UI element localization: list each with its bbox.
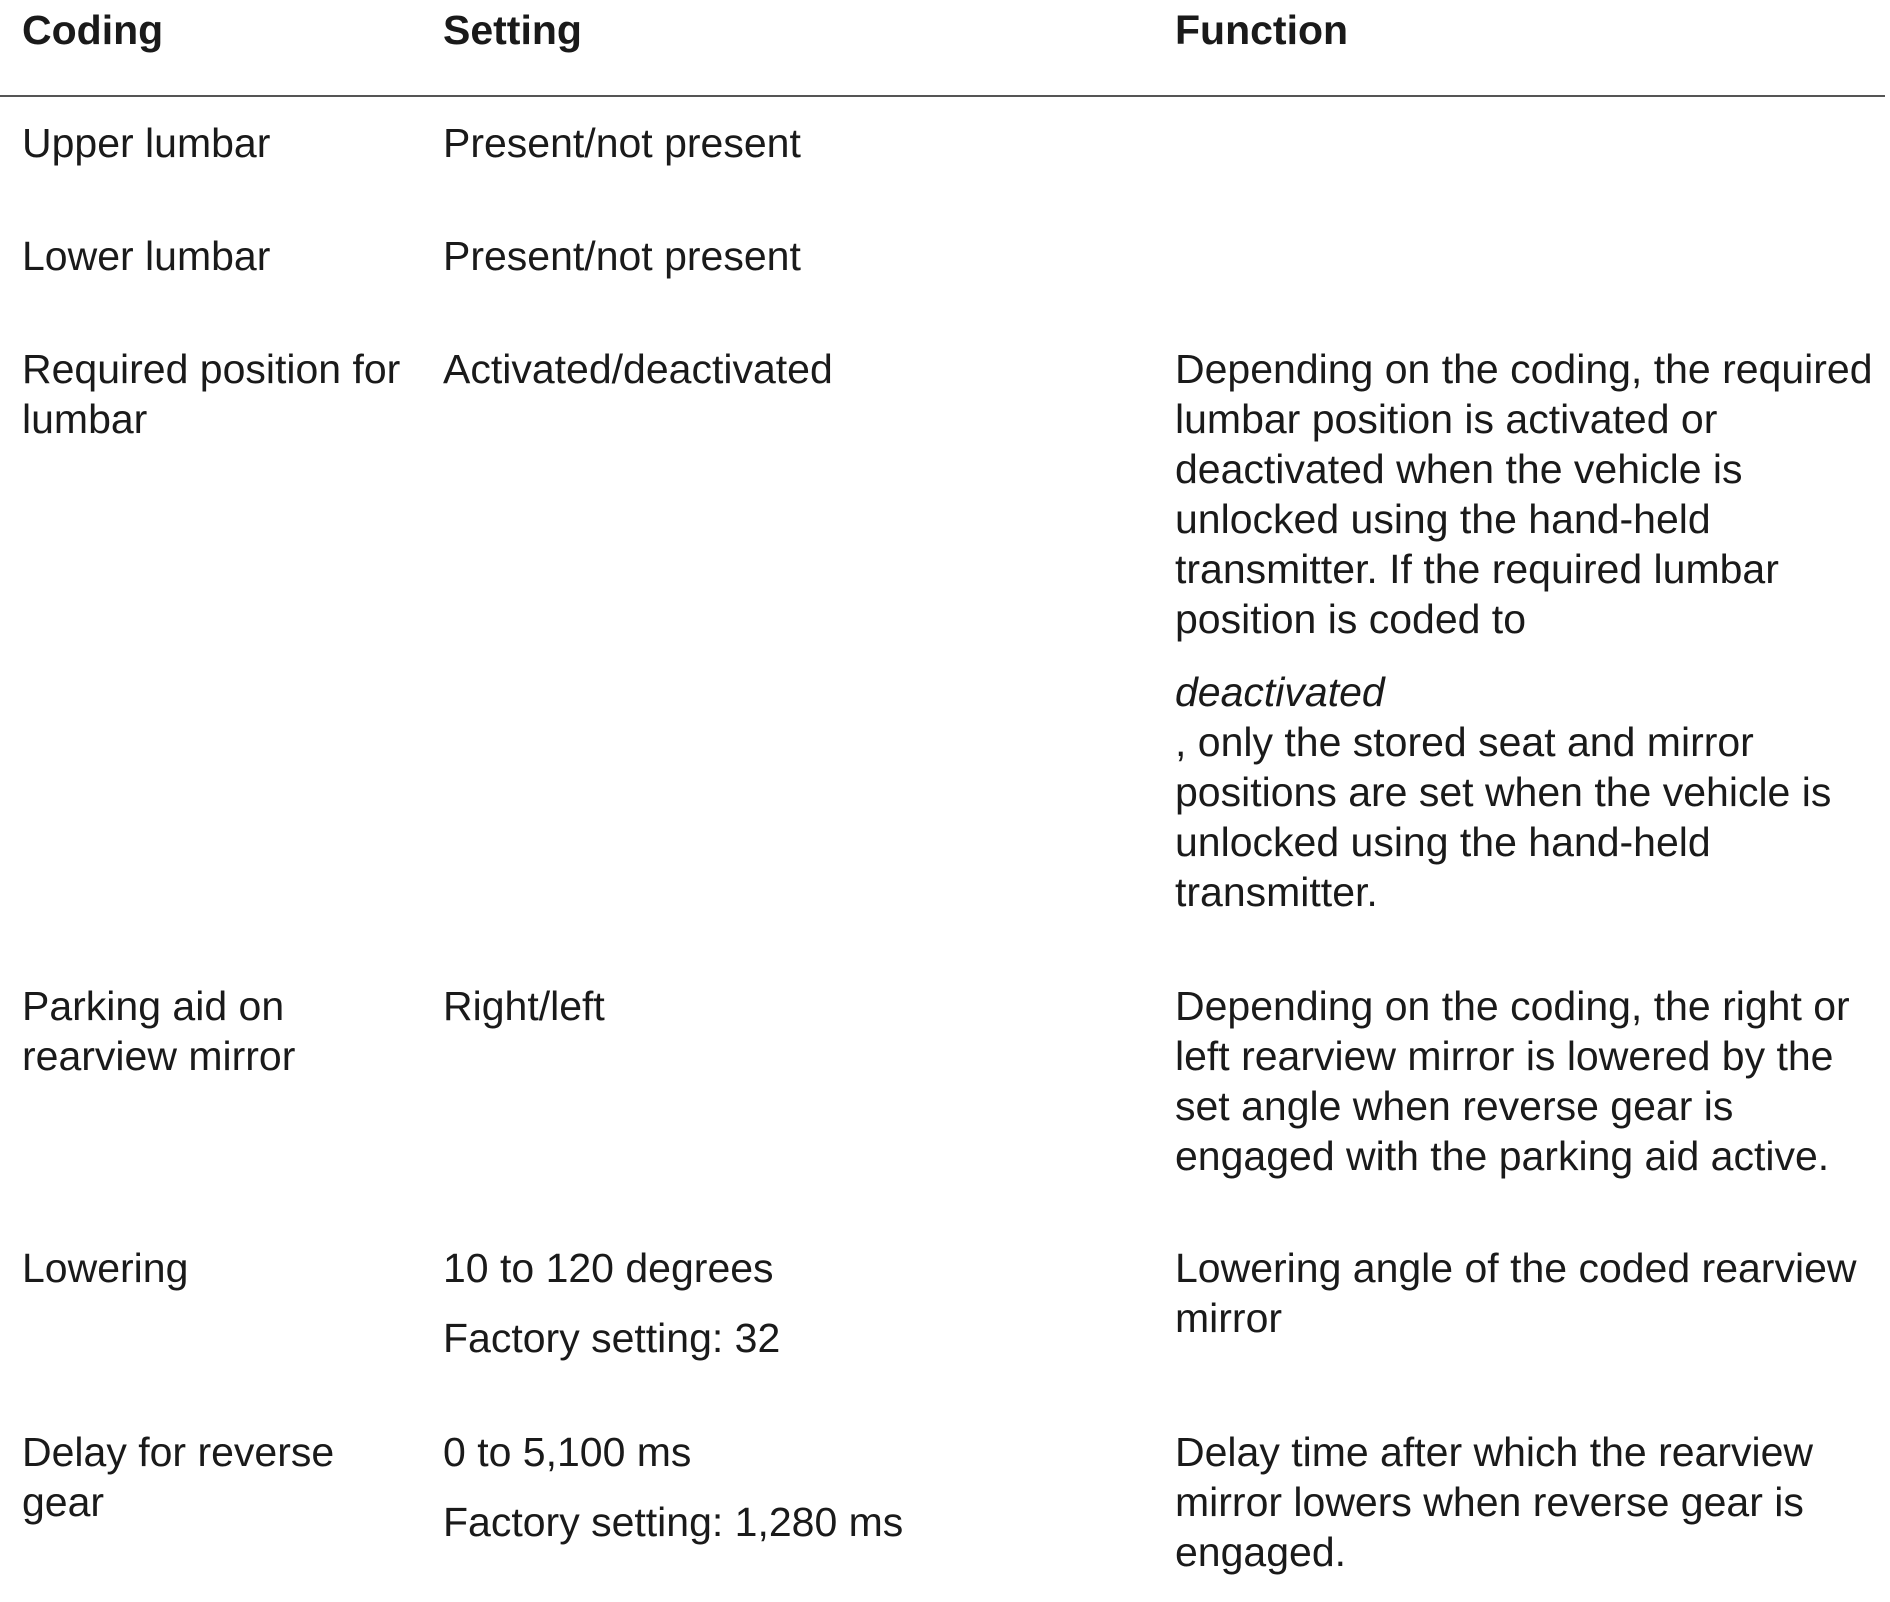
setting-cell: Factory setting: 32 — [443, 1315, 781, 1361]
function-cell: lumbar position is activated or — [1175, 396, 1718, 442]
function-cell: set angle when reverse gear is — [1175, 1083, 1734, 1129]
coding-cell: Lower lumbar — [22, 233, 271, 279]
setting-cell: Right/left — [443, 983, 605, 1029]
coding-cell: Required position for — [22, 346, 401, 392]
coding-cell: Upper lumbar — [22, 120, 271, 166]
function-cell: Delay time after which the rearview — [1175, 1429, 1814, 1475]
function-cell: engaged with the parking aid active. — [1175, 1133, 1830, 1179]
coding-cell: Lowering — [22, 1245, 189, 1291]
function-cell: engaged. — [1175, 1529, 1347, 1575]
setting-cell: Present/not present — [443, 120, 801, 166]
function-cell: transmitter. — [1175, 869, 1378, 915]
header-divider — [0, 95, 1885, 97]
function-cell: position is coded to — [1175, 596, 1527, 642]
function-cell: left rearview mirror is lowered by the — [1175, 1033, 1834, 1079]
setting-cell: Present/not present — [443, 233, 801, 279]
function-cell: positions are set when the vehicle is — [1175, 769, 1832, 815]
function-cell: Depending on the coding, the right or — [1175, 983, 1850, 1029]
coding-cell: rearview mirror — [22, 1033, 296, 1079]
function-cell: unlocked using the hand-held — [1175, 496, 1711, 542]
coding-cell: Delay for reverse — [22, 1429, 335, 1475]
function-cell: deactivated when the vehicle is — [1175, 446, 1743, 492]
function-cell: unlocked using the hand-held — [1175, 819, 1711, 865]
setting-cell: Factory setting: 1,280 ms — [443, 1499, 904, 1545]
coding-cell: gear — [22, 1479, 105, 1525]
coding-cell: lumbar — [22, 396, 148, 442]
setting-cell: Activated/deactivated — [443, 346, 833, 392]
header-function: Function — [1175, 7, 1349, 53]
function-cell: mirror — [1175, 1295, 1283, 1341]
header-coding: Coding — [22, 7, 164, 53]
setting-cell: 0 to 5,100 ms — [443, 1429, 692, 1475]
function-cell: transmitter. If the required lumbar — [1175, 546, 1779, 592]
function-cell: , only the stored seat and mirror — [1175, 719, 1754, 765]
header-setting: Setting — [443, 7, 582, 53]
function-cell: mirror lowers when reverse gear is — [1175, 1479, 1804, 1525]
function-emphasis: deactivated — [1175, 669, 1385, 715]
function-cell: Lowering angle of the coded rearview — [1175, 1245, 1857, 1291]
coding-cell: Parking aid on — [22, 983, 285, 1029]
function-cell: Depending on the coding, the required — [1175, 346, 1873, 392]
setting-cell: 10 to 120 degrees — [443, 1245, 774, 1291]
